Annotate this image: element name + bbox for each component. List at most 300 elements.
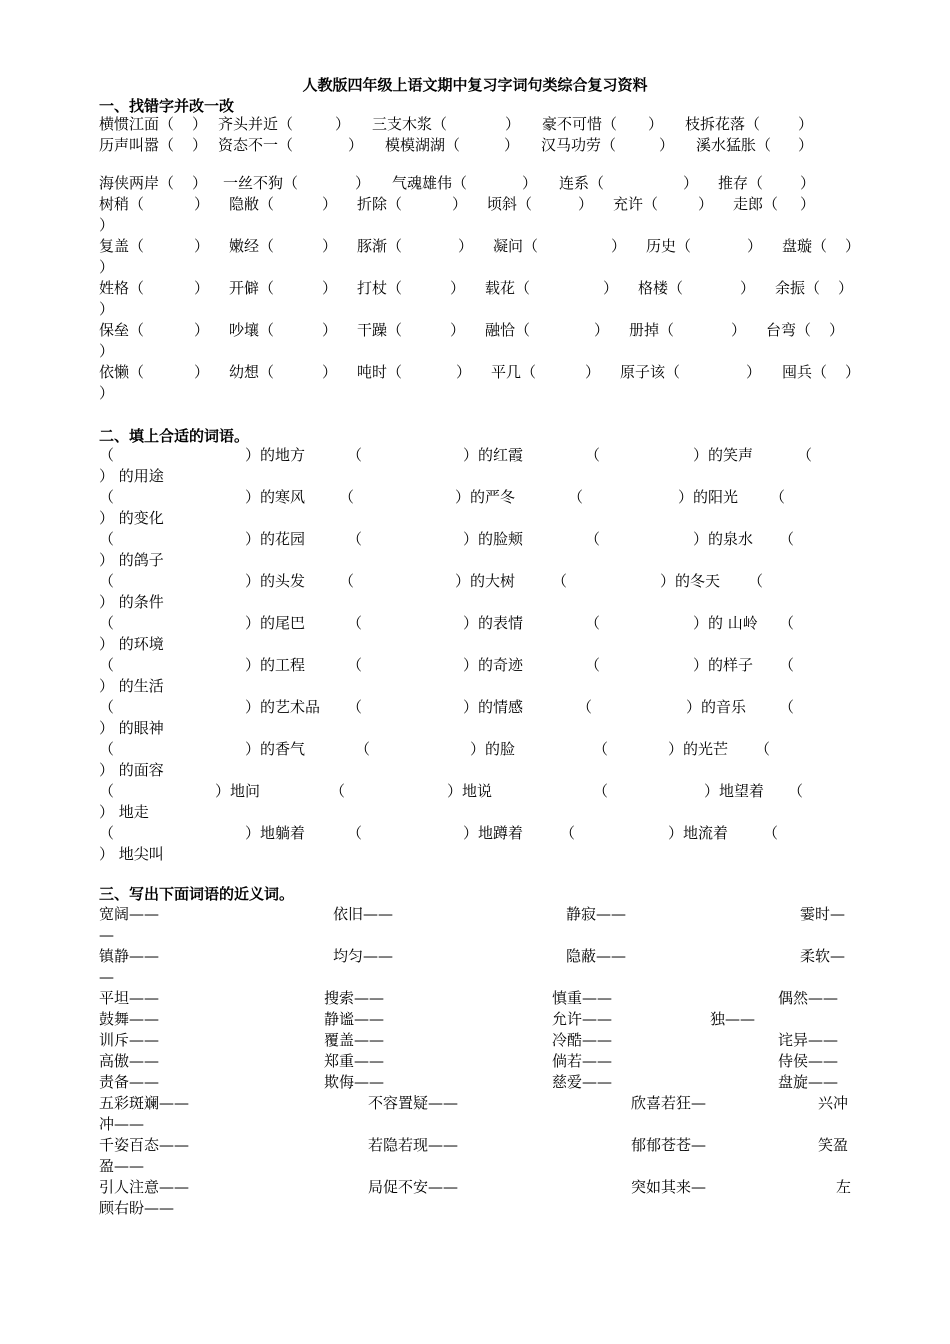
synonym-item: 高傲—— [99, 1052, 160, 1070]
error-row [0, 278, 950, 298]
paren-open: （ [159, 136, 175, 154]
fill-word: 的鸽子 [114, 551, 164, 569]
fill-word: 的大树 [470, 572, 516, 590]
synonym-item: 静谧—— [324, 1010, 385, 1028]
paren-close: ） [463, 446, 479, 464]
paren-close: ） [800, 174, 816, 192]
fill-item [463, 529, 523, 549]
fill-row [0, 697, 950, 717]
synonym-item: 依旧—— [333, 905, 394, 923]
paren-open: （ [589, 174, 605, 192]
paren-close: ） [747, 237, 763, 255]
paren-close: ） [99, 845, 115, 863]
fill-word: 的眼神 [114, 719, 164, 737]
synonym-row-wrap [0, 1156, 950, 1176]
fill-item [245, 823, 305, 843]
paren-open: （ [259, 237, 275, 255]
paren-close: ） [99, 677, 115, 695]
synonym-item: 盈—— [99, 1157, 145, 1175]
fill-row [0, 739, 950, 759]
fill-word: 的光芒 [683, 740, 729, 758]
paren-close: ） [458, 237, 474, 255]
word-text: 模模湖湖 [385, 136, 446, 154]
fill-item [245, 655, 305, 675]
fill-row [0, 571, 950, 591]
word-text: 折除 [357, 195, 388, 213]
word-text: 干躁 [357, 321, 388, 339]
paren-open: （ [278, 136, 294, 154]
paren-close: ） [192, 174, 208, 192]
error-word-item [646, 236, 762, 256]
paren-open: （ [585, 446, 601, 464]
paren-open: （ [577, 698, 593, 716]
paren-open: （ [515, 321, 531, 339]
paren-open: （ [779, 530, 795, 548]
word-text: 海侠两岸 [99, 174, 160, 192]
paren-open: （ [585, 614, 601, 632]
synonym-item: 郑重—— [324, 1052, 385, 1070]
fill-row [0, 613, 950, 633]
paren-close: ） [505, 115, 521, 133]
paren-close: ） [99, 216, 115, 234]
paren-close: ） [693, 656, 709, 674]
paren-close: ） [698, 195, 714, 213]
error-word-item [357, 278, 465, 298]
paren-close: ） [245, 740, 261, 758]
error-word-item [493, 236, 626, 256]
error-word-item [99, 173, 207, 193]
section-3-heading: 三、写出下面词语的近义词。 [99, 885, 295, 903]
paren-open: （ [159, 115, 175, 133]
paren-close: ） [648, 115, 664, 133]
paren-close: ） [450, 321, 466, 339]
error-word-item [229, 320, 337, 340]
fill-row [0, 529, 950, 549]
fill-word: 的情感 [478, 698, 524, 716]
fill-item [99, 466, 164, 486]
paren-close: ） [455, 488, 471, 506]
error-word-item [733, 194, 815, 214]
word-text: 余振 [775, 279, 806, 297]
fill-word: 的阳光 [693, 488, 739, 506]
paren-open: （ [283, 174, 299, 192]
fill-row [0, 487, 950, 507]
error-word-item [542, 114, 663, 134]
word-text: 台弯 [766, 321, 797, 339]
paren-close: ） [693, 614, 709, 632]
error-word-item [696, 135, 813, 155]
word-text: 一丝不狗 [223, 174, 284, 192]
paren-open: （ [517, 195, 533, 213]
paren-open: （ [99, 488, 115, 506]
paren-open: （ [756, 136, 772, 154]
paren-close: ） [99, 467, 115, 485]
error-row [0, 194, 950, 214]
error-word-item [685, 114, 813, 134]
paren-close: ） [829, 321, 845, 339]
error-row-wrap [0, 299, 950, 319]
word-text: 原子该 [620, 363, 666, 381]
error-word-item [372, 114, 520, 134]
fill-word: 地蹲着 [478, 824, 524, 842]
paren-close: ） [99, 384, 115, 402]
fill-row [0, 445, 950, 465]
error-word-item [229, 278, 337, 298]
word-text: 依懒 [99, 363, 130, 381]
paren-close: ） [660, 572, 676, 590]
fill-item [245, 529, 305, 549]
paren-open: （ [259, 195, 275, 213]
error-word-item [541, 135, 674, 155]
fill-word: 的地方 [260, 446, 306, 464]
paren-open: （ [552, 572, 568, 590]
paren-close: ） [245, 698, 261, 716]
fill-item [693, 613, 758, 633]
fill-item [455, 487, 515, 507]
paren-close: ） [594, 321, 610, 339]
synonym-item: 责备—— [99, 1073, 160, 1091]
paren-open: （ [347, 824, 363, 842]
fill-item [470, 739, 515, 759]
error-word-item [487, 194, 593, 214]
paren-close: ） [504, 136, 520, 154]
paren-open: （ [763, 824, 779, 842]
error-row [0, 320, 950, 340]
synonym-item: — [99, 926, 114, 944]
fill-row-wrap [0, 466, 950, 486]
fill-row-wrap [0, 760, 950, 780]
fill-item [678, 487, 738, 507]
fill-item [99, 550, 164, 570]
paren-open: （ [593, 782, 609, 800]
fill-word: 的头发 [260, 572, 306, 590]
paren-close: ） [522, 174, 538, 192]
paren-close: ） [746, 363, 762, 381]
paren-close: ） [322, 195, 338, 213]
error-word-item [218, 135, 363, 155]
fill-item [447, 781, 492, 801]
word-text: 册掉 [629, 321, 660, 339]
paren-close: ） [731, 321, 747, 339]
synonym-item: 不容置疑—— [368, 1094, 459, 1112]
paren-close: ） [740, 279, 756, 297]
fill-item [668, 823, 728, 843]
error-word-item [638, 278, 755, 298]
fill-word: 的用途 [114, 467, 164, 485]
word-text: 保垒 [99, 321, 130, 339]
error-word-item [613, 194, 713, 214]
word-text: 汉马功劳 [541, 136, 602, 154]
word-text: 豚渐 [357, 237, 388, 255]
fill-item [99, 844, 164, 864]
paren-close: ） [693, 446, 709, 464]
fill-word: 的 山岭 [708, 614, 758, 632]
fill-item [215, 781, 260, 801]
paren-open: （ [796, 321, 812, 339]
word-text: 载花 [485, 279, 516, 297]
paren-open: （ [99, 530, 115, 548]
fill-row-wrap [0, 844, 950, 864]
synonym-item: 欺侮—— [324, 1073, 385, 1091]
paren-open: （ [515, 279, 531, 297]
paren-close: ） [463, 656, 479, 674]
synonym-item: 覆盖—— [324, 1031, 385, 1049]
error-word-item [99, 135, 207, 155]
fill-word: 的笑声 [708, 446, 754, 464]
paren-close: ） [245, 572, 261, 590]
fill-word: 的花园 [260, 530, 306, 548]
fill-word: 的生活 [114, 677, 164, 695]
error-word-item [392, 173, 537, 193]
paren-close: ） [194, 363, 210, 381]
word-text: 连系 [559, 174, 590, 192]
fill-row-wrap [0, 592, 950, 612]
synonym-item: 突如其来— [631, 1178, 707, 1196]
paren-open: （ [387, 237, 403, 255]
paren-open: （ [560, 824, 576, 842]
paren-open: （ [129, 237, 145, 255]
section-1-heading: 一、找错字并改一改 [99, 97, 235, 115]
word-text: 溪水猛胀 [696, 136, 757, 154]
synonym-item: 引人注意—— [99, 1178, 190, 1196]
fill-word: 的艺术品 [260, 698, 321, 716]
fill-word: 的冬天 [675, 572, 721, 590]
error-word-item [385, 135, 519, 155]
synonym-item: 五彩斑斓—— [99, 1094, 190, 1112]
paren-close: ） [683, 174, 699, 192]
error-row [0, 362, 950, 382]
synonym-item: 笑盈 [818, 1136, 849, 1154]
paren-close: ） [245, 824, 261, 842]
fill-row-wrap [0, 634, 950, 654]
paren-close: ） [355, 174, 371, 192]
error-word-item [99, 114, 207, 134]
synonym-item: 左 [836, 1178, 852, 1196]
fill-item [668, 739, 728, 759]
fill-row [0, 655, 950, 675]
word-text: 平几 [491, 363, 522, 381]
paren-close: ） [245, 614, 261, 632]
paren-close: ） [798, 136, 814, 154]
paren-open: （ [99, 824, 115, 842]
paren-open: （ [387, 363, 403, 381]
paren-close: ） [215, 782, 231, 800]
fill-item [686, 697, 746, 717]
paren-close: ） [693, 530, 709, 548]
paren-open: （ [259, 321, 275, 339]
paren-open: （ [99, 656, 115, 674]
paren-close: ） [798, 115, 814, 133]
word-text: 枝拆花落 [685, 115, 746, 133]
synonym-item: 郁郁苍苍— [631, 1136, 707, 1154]
word-text: 树稍 [99, 195, 130, 213]
paren-open: （ [523, 237, 539, 255]
synonym-item: 柔软— [800, 947, 846, 965]
fill-word: 的样子 [708, 656, 754, 674]
paren-open: （ [99, 740, 115, 758]
paren-open: （ [387, 279, 403, 297]
page-title: 人教版四年级上语文期中复习字词句类综合复习资料 [302, 76, 648, 94]
error-row [0, 236, 950, 256]
paren-open: （ [812, 363, 828, 381]
paren-close: ） [99, 258, 115, 276]
paren-open: （ [259, 363, 275, 381]
paren-close: ） [194, 279, 210, 297]
word-text: 三支木浆 [372, 115, 433, 133]
synonym-row [0, 1030, 950, 1050]
paren-open: （ [278, 115, 294, 133]
paren-close: ） [194, 195, 210, 213]
error-word-item [229, 362, 337, 382]
error-word-item [357, 320, 465, 340]
word-text: 凝问 [493, 237, 524, 255]
fill-item [463, 655, 523, 675]
fill-item [99, 634, 164, 654]
paren-close: ） [99, 300, 115, 318]
word-text: 复盖 [99, 237, 130, 255]
word-text: 隐敝 [229, 195, 260, 213]
paren-open: （ [99, 698, 115, 716]
paren-close: ） [99, 551, 115, 569]
fill-word: 的严冬 [470, 488, 516, 506]
fill-word: 的环境 [114, 635, 164, 653]
paren-open: （ [347, 530, 363, 548]
fill-word: 的音乐 [701, 698, 747, 716]
word-text: 吵壤 [229, 321, 260, 339]
word-text: 开僻 [229, 279, 260, 297]
synonym-item: 慈爱—— [552, 1073, 613, 1091]
paren-close: ） [845, 237, 861, 255]
fill-word: 的面容 [114, 761, 164, 779]
synonym-item: 诧异—— [778, 1031, 839, 1049]
fill-item [693, 445, 753, 465]
paren-close: ） [245, 530, 261, 548]
error-row [0, 135, 950, 155]
paren-open: （ [643, 195, 659, 213]
synonym-row [0, 1177, 950, 1197]
synonym-item: 训斥—— [99, 1031, 160, 1049]
synonym-item: 兴冲 [818, 1094, 849, 1112]
paren-close: ） [245, 446, 261, 464]
fill-row-wrap [0, 802, 950, 822]
error-word-item [485, 320, 609, 340]
word-text: 幼想 [229, 363, 260, 381]
error-word-item [766, 320, 844, 340]
paren-close: ） [603, 279, 619, 297]
fill-item [99, 676, 164, 696]
paren-open: （ [770, 488, 786, 506]
error-word-item [559, 173, 698, 193]
synonym-row [0, 988, 950, 1008]
paren-close: ） [245, 488, 261, 506]
word-text: 吨时 [357, 363, 388, 381]
paren-open: （ [748, 572, 764, 590]
fill-word: 的脸 [485, 740, 516, 758]
paren-close: ） [322, 321, 338, 339]
paren-close: ） [245, 656, 261, 674]
paren-open: （ [755, 740, 771, 758]
paren-close: ） [99, 803, 115, 821]
fill-word: 地望着 [719, 782, 765, 800]
fill-word: 的尾巴 [260, 614, 306, 632]
synonym-item: 霎时— [800, 905, 846, 923]
paren-open: （ [129, 195, 145, 213]
word-text: 历声叫嚣 [99, 136, 160, 154]
paren-open: （ [347, 656, 363, 674]
paren-close: ） [578, 195, 594, 213]
paren-open: （ [745, 115, 761, 133]
fill-item [693, 655, 753, 675]
paren-close: ） [704, 782, 720, 800]
paren-open: （ [779, 698, 795, 716]
fill-word: 的变化 [114, 509, 164, 527]
paren-open: （ [330, 782, 346, 800]
paren-open: （ [601, 136, 617, 154]
paren-close: ） [99, 593, 115, 611]
error-word-item [782, 362, 860, 382]
paren-open: （ [129, 321, 145, 339]
paren-close: ） [800, 195, 816, 213]
word-text: 横惯江面 [99, 115, 160, 133]
error-word-item [718, 173, 815, 193]
synonym-row [0, 904, 950, 924]
synonym-item: 偶然—— [778, 989, 839, 1007]
synonym-item: 平坦—— [99, 989, 160, 1007]
fill-word: 的红霞 [478, 446, 524, 464]
paren-open: （ [788, 782, 804, 800]
paren-open: （ [668, 279, 684, 297]
synonym-item: 均匀—— [333, 947, 394, 965]
paren-open: （ [763, 195, 779, 213]
fill-item [660, 571, 720, 591]
error-row-wrap [0, 383, 950, 403]
synonym-item: 盘旋—— [778, 1073, 839, 1091]
word-text: 顷斜 [487, 195, 518, 213]
fill-word: 的寒风 [260, 488, 306, 506]
paren-close: ） [470, 740, 486, 758]
synonym-item: 搜索—— [324, 989, 385, 1007]
paren-open: （ [99, 614, 115, 632]
paren-close: ） [611, 237, 627, 255]
paren-close: ） [463, 530, 479, 548]
fill-word: 地问 [230, 782, 261, 800]
paren-close: ） [194, 321, 210, 339]
paren-open: （ [593, 740, 609, 758]
word-text: 融恰 [485, 321, 516, 339]
synonym-row [0, 946, 950, 966]
section-2-heading: 二、填上合适的词语。 [99, 427, 250, 445]
word-text: 推存 [718, 174, 749, 192]
paren-open: （ [585, 656, 601, 674]
synonym-row-wrap [0, 967, 950, 987]
synonym-row-wrap [0, 1114, 950, 1134]
paren-close: ） [455, 572, 471, 590]
paren-open: （ [347, 446, 363, 464]
paren-open: （ [432, 115, 448, 133]
synonym-item: 千姿百态—— [99, 1136, 190, 1154]
paren-close: ） [192, 115, 208, 133]
error-word-item [99, 194, 209, 214]
synonym-item: 慎重—— [552, 989, 613, 1007]
word-text: 盘璇 [782, 237, 813, 255]
paren-close: ） [678, 488, 694, 506]
synonym-item: 静寂—— [566, 905, 627, 923]
synonym-row [0, 1051, 950, 1071]
synonym-item: 局促不安—— [368, 1178, 459, 1196]
word-text: 嫩经 [229, 237, 260, 255]
paren-close: ） [447, 782, 463, 800]
paren-close: ） [322, 279, 338, 297]
